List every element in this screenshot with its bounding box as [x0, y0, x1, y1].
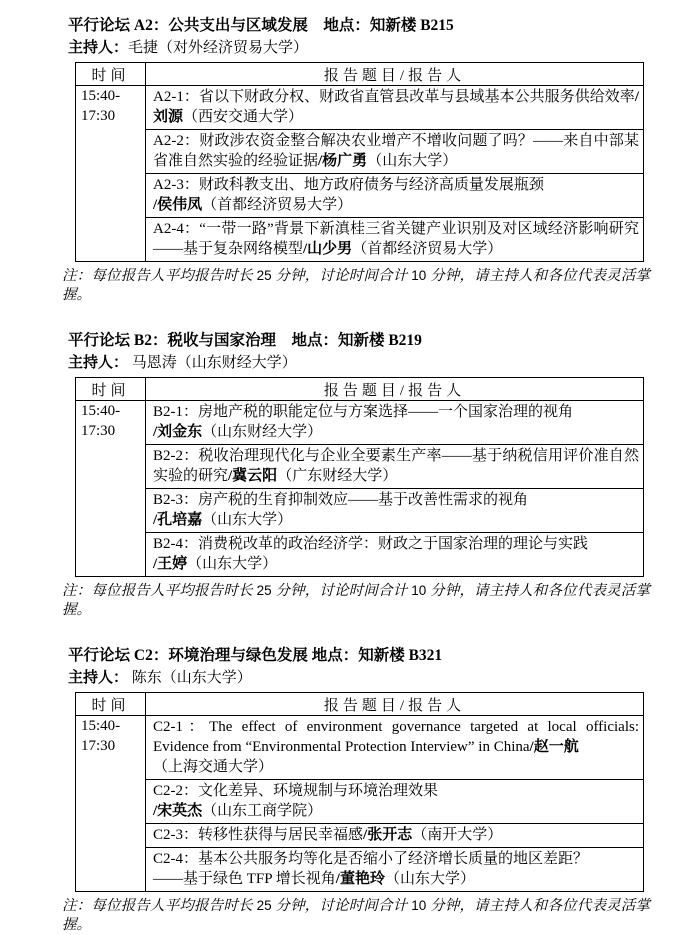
talk-affiliation: （上海交通大学）	[153, 759, 274, 775]
talk-id: C2-1：	[153, 719, 210, 735]
talk-cell	[146, 218, 644, 262]
table-row	[76, 218, 644, 262]
talk-id: A2-1：	[153, 89, 199, 105]
time-end: 17:30	[81, 738, 116, 754]
talk-affiliation: （广东财经大学）	[277, 468, 398, 484]
talk-cell	[146, 780, 644, 824]
talk-title: 转移性获得与居民幸福感	[198, 827, 364, 843]
talk-title: 文化差异、环境规制与环境治理效果	[198, 783, 439, 799]
talk-id: A2-2：	[153, 133, 200, 149]
chair-label: 主持人：	[68, 670, 129, 686]
talk-presenter: /张开志	[363, 827, 413, 843]
talk-title: 财政涉农资金整合解决农业增产不增收问题了吗？——来自中部某省准自然实验的经验证据	[153, 133, 639, 169]
talk-title-continued: ——基于绿色 TFP 增长视角	[153, 871, 336, 887]
chair-line	[68, 352, 700, 375]
session-note: 注：每位报告人平均报告时长 25 分钟，讨论时间合计 10 分钟，请主持人和各位代表灵活掌握。	[62, 268, 651, 303]
schedule-table	[75, 62, 644, 262]
talk-presenter: /孔培嘉	[153, 512, 203, 528]
talk-presenter: /冀云阳	[228, 468, 278, 484]
talk-affiliation: （山东大学）	[384, 871, 475, 887]
talk-presenter: /杨广勇	[318, 153, 368, 169]
talk-presenter: /刘金东	[153, 424, 203, 440]
talk-cell	[146, 130, 644, 174]
talk-title: 税收治理现代化与企业全要素生产率——基于纳税信用评价准自然实验的研究	[153, 448, 639, 484]
talk-presenter: /董艳玲	[335, 871, 385, 887]
talk-presenter: /宋英杰	[153, 803, 203, 819]
talk-affiliation: （南开大学）	[412, 827, 503, 843]
table-row	[76, 848, 644, 892]
chair-label: 主持人：	[68, 40, 129, 56]
talk-title: 基本公共服务均等化是否缩小了经济增长质量的地区差距？	[198, 851, 589, 867]
session-a2	[62, 14, 700, 305]
table-row	[76, 401, 644, 445]
talk-affiliation: （西安交通大学）	[183, 109, 304, 125]
time-start: 15:40-	[81, 718, 121, 734]
talk-title: 房地产税的职能定位与方案选择——一个国家治理的视角	[198, 404, 574, 420]
talk-cell	[146, 401, 644, 445]
time-start: 15:40-	[81, 403, 121, 419]
talk-id: B2-1：	[153, 404, 199, 420]
chair-name: 毛捷（对外经济贸易大学）	[128, 40, 309, 56]
time-cell	[76, 86, 146, 262]
talk-cell	[146, 445, 644, 489]
table-row	[76, 86, 644, 130]
talk-cell	[146, 86, 644, 130]
talk-presenter: /山少男	[303, 241, 353, 257]
talk-cell	[146, 716, 644, 780]
talk-id: A2-3：	[153, 177, 199, 193]
talk-title: The effect of environment governance targeted at local officials: Evidence from “Environmental Protection Interview” in China	[153, 719, 639, 755]
talk-presenter: /赵一航	[529, 739, 579, 755]
talk-title: 省以下财政分权、财政省直管县改革与县域基本公共服务供给效率	[198, 89, 635, 105]
schedule-table	[75, 692, 644, 892]
talk-affiliation: （山东大学）	[202, 512, 293, 528]
table-row	[76, 716, 644, 780]
table-header-row	[76, 378, 644, 401]
session-b2	[62, 329, 700, 620]
table-header-row	[76, 693, 644, 716]
talk-id: C2-4：	[153, 851, 199, 867]
talk-presenter: /王婷	[153, 556, 188, 572]
talk-presenter: /刘源	[153, 89, 640, 125]
chair-name: 陈东（山东大学）	[128, 670, 252, 686]
table-row	[76, 445, 644, 489]
session-note: 注：每位报告人平均报告时长 25 分钟，讨论时间合计 10 分钟，请主持人和各位代表灵活掌握。	[62, 583, 651, 618]
session-note: 注：每位报告人平均报告时长 25 分钟，讨论时间合计 10 分钟，请主持人和各位代表灵活掌握。	[62, 898, 651, 933]
time-start: 15:40-	[81, 88, 121, 104]
time-cell	[76, 716, 146, 892]
time-column-header: 时间	[76, 378, 146, 401]
time-end: 17:30	[81, 423, 116, 439]
table-row	[76, 130, 644, 174]
talk-affiliation: （山东大学）	[187, 556, 278, 572]
talk-affiliation: （山东财经大学）	[202, 424, 323, 440]
chair-line	[68, 37, 700, 60]
talk-cell	[146, 489, 644, 533]
chair-name: 马恩涛（山东财经大学）	[128, 355, 297, 371]
table-row	[76, 489, 644, 533]
talk-title: “一带一路”背景下新滇桂三省关键产业识别及对区域经济影响研究——基于复杂网络模型	[153, 221, 640, 257]
talk-cell	[146, 533, 644, 577]
talk-cell	[146, 174, 644, 218]
talk-id: B2-3：	[153, 492, 199, 508]
talk-affiliation: （首都经济贸易大学）	[202, 197, 353, 213]
session-heading: 平行论坛 A2：公共支出与区域发展 地点：知新楼 B215	[68, 17, 454, 34]
session-heading: 平行论坛 B2：税收与国家治理 地点：知新楼 B219	[68, 332, 422, 349]
time-end: 17:30	[81, 108, 116, 124]
table-header-row	[76, 63, 644, 86]
table-row	[76, 533, 644, 577]
talk-presenter: /侯伟凤	[153, 197, 203, 213]
talks-column-header: 报告题目/报告人	[146, 693, 644, 716]
time-cell	[76, 401, 146, 577]
table-row	[76, 780, 644, 824]
session-c2	[62, 644, 700, 935]
session-heading: 平行论坛 C2：环境治理与绿色发展 地点：知新楼 B321	[68, 647, 443, 664]
chair-line	[68, 667, 700, 690]
table-row	[76, 174, 644, 218]
table-row	[76, 824, 644, 848]
talks-column-header: 报告题目/报告人	[146, 63, 644, 86]
talk-title: 财政科教支出、地方政府债务与经济高质量发展瓶颈	[198, 177, 544, 193]
time-column-header: 时间	[76, 63, 146, 86]
talk-cell	[146, 824, 644, 848]
talk-id: B2-4：	[153, 536, 199, 552]
time-column-header: 时间	[76, 693, 146, 716]
schedule-table	[75, 377, 644, 577]
talk-id: B2-2：	[153, 448, 199, 464]
talk-id: A2-4：	[153, 221, 200, 237]
talk-title: 消费税改革的政治经济学：财政之于国家治理的理论与实践	[198, 536, 589, 552]
talk-affiliation: （山东工商学院）	[202, 803, 323, 819]
talk-cell	[146, 848, 644, 892]
talk-affiliation: （山东大学）	[367, 153, 458, 169]
talk-title: 房产税的生育抑制效应——基于改善性需求的视角	[198, 492, 529, 508]
talk-id: C2-3：	[153, 827, 199, 843]
talk-id: C2-2：	[153, 783, 199, 799]
chair-label: 主持人：	[68, 355, 129, 371]
talk-affiliation: （首都经济贸易大学）	[352, 241, 503, 257]
talks-column-header: 报告题目/报告人	[146, 378, 644, 401]
